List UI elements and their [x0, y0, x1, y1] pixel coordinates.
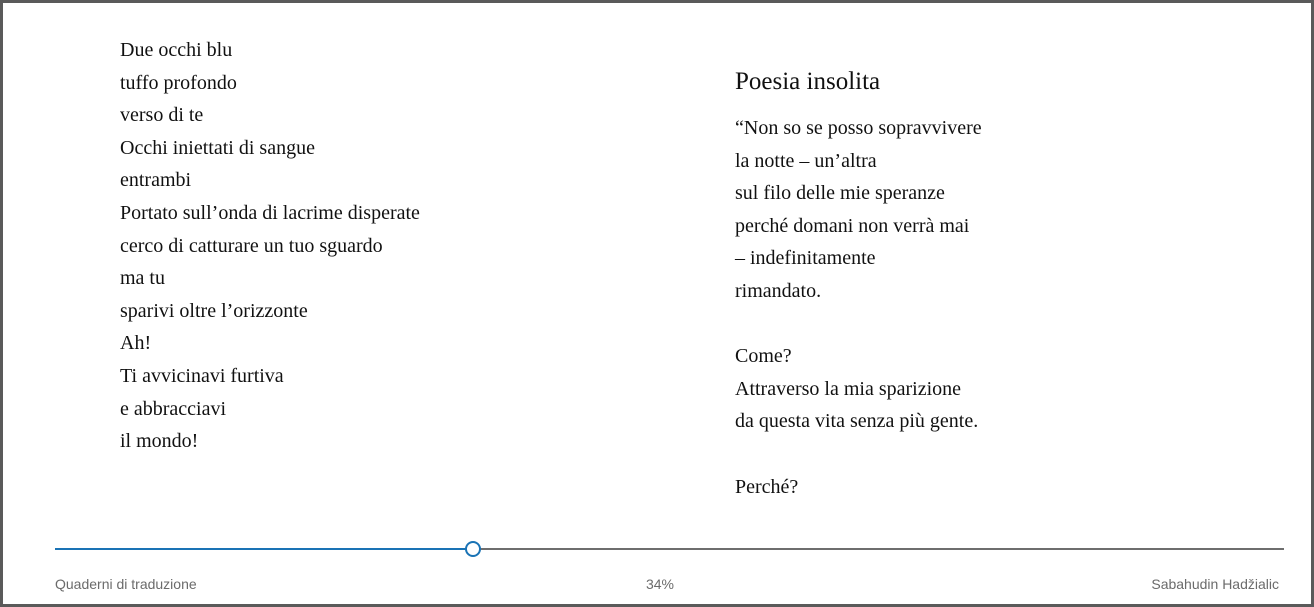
- poem-line: sul filo delle mie speranze: [735, 182, 945, 205]
- poem-title: Poesia insolita: [735, 68, 881, 95]
- poem-line: cerco di catturare un tuo sguardo: [120, 234, 383, 257]
- poem-line: Ah!: [120, 332, 152, 355]
- poem-line: Come?: [735, 345, 792, 368]
- poem-line: rimandato.: [735, 279, 822, 302]
- poem-line: tuffo profondo: [120, 71, 237, 94]
- poem-line: – indefinitamente: [735, 247, 876, 270]
- book-author: Sabahudin Hadžialic: [1151, 576, 1279, 592]
- poem-line: [735, 308, 1255, 341]
- poem-line: Perché?: [735, 475, 799, 498]
- poem-line: da questa vita senza più gente.: [735, 410, 979, 433]
- poem-line: Due occhi blu: [120, 39, 233, 61]
- poem-line: Ti avvicinavi furtiva: [120, 364, 284, 387]
- poem-line: Attraverso la mia sparizione: [735, 377, 962, 400]
- left-page: [120, 34, 600, 458]
- poem-line: il mondo!: [120, 430, 199, 453]
- poem-line: e abbracciavi: [120, 397, 227, 420]
- reading-progress-slider[interactable]: [55, 539, 1284, 559]
- poem-line: la notte – un’altra: [735, 149, 877, 172]
- poem-line: Portato sull’onda di lacrime disperate: [120, 201, 420, 224]
- poem-line: sparivi oltre l’orizzonte: [120, 299, 308, 322]
- progress-fill: [55, 548, 473, 550]
- poem-line: entrambi: [120, 169, 192, 192]
- right-page: [735, 66, 1255, 503]
- book-title: Quaderni di traduzione: [55, 576, 197, 592]
- poem-line: [735, 438, 1255, 471]
- poem-line: ma tu: [120, 267, 165, 290]
- poem-line: “Non so se posso sopravvivere: [735, 117, 982, 139]
- poem-line: perché domani non verrà mai: [735, 214, 970, 237]
- progress-thumb[interactable]: [465, 541, 481, 557]
- progress-percent: 34%: [645, 576, 675, 592]
- poem-line: verso di te: [120, 104, 204, 127]
- poem-line: Occhi iniettati di sangue: [120, 136, 315, 159]
